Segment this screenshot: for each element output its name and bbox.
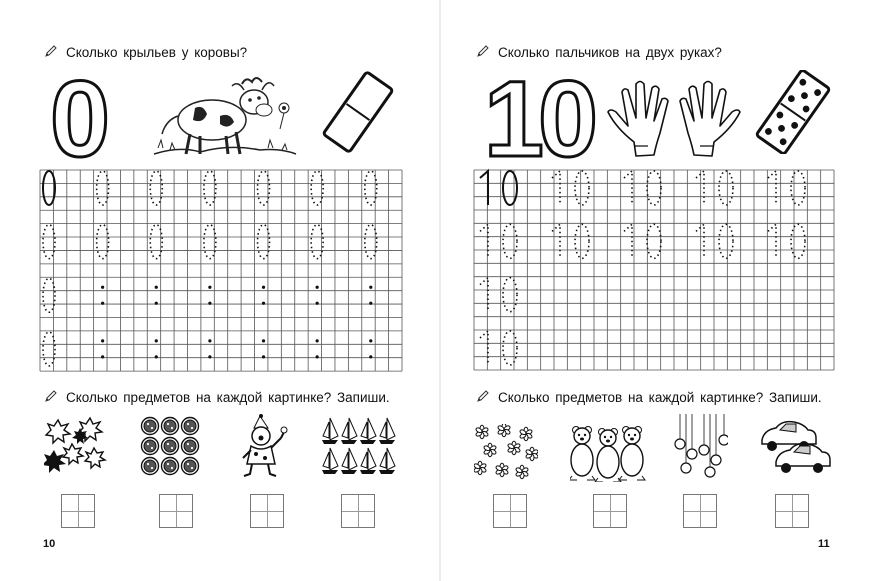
tracing-zero [503, 278, 517, 312]
right-tracing-grid [474, 170, 834, 374]
boat-item [341, 448, 357, 474]
tracing-one [480, 278, 488, 312]
button-item [142, 418, 159, 435]
tracing-zero [575, 224, 589, 258]
right-task-fingers-question: Сколько пальчиков на двух руках? [498, 45, 722, 60]
button-item [182, 418, 199, 435]
right-big-digit-text: 10 [483, 72, 593, 164]
ornament-item [699, 414, 709, 455]
tracing-one [480, 224, 488, 258]
answer-box-boats[interactable] [341, 494, 375, 528]
tracing-zero [503, 224, 517, 258]
book-crease [439, 0, 441, 581]
boat-item [322, 418, 338, 444]
stars-picture [44, 414, 108, 476]
tracing-one [480, 171, 488, 205]
button-item [182, 458, 199, 475]
ornament-item [687, 414, 697, 459]
left-big-digit-text: 0 [49, 72, 111, 164]
domino-five-five-icon [752, 70, 834, 154]
tracing-zero [575, 171, 589, 205]
tracing-one [552, 171, 560, 205]
right-big-digit [470, 72, 610, 164]
tracing-one [624, 224, 632, 258]
boat-item [360, 418, 376, 444]
left-task-wings-question: Сколько крыльев у коровы? [66, 45, 248, 60]
tracing-one [768, 224, 776, 258]
bears-picture [570, 424, 648, 482]
boat-item [360, 448, 376, 474]
snowflake-item [525, 447, 538, 460]
left-tracing-grid [40, 170, 402, 374]
button-item [142, 458, 159, 475]
tracing-zero [647, 224, 661, 258]
boat-item [341, 418, 357, 444]
pencil-icon [476, 44, 490, 58]
boat-item [379, 448, 395, 474]
pencil-icon [476, 389, 490, 403]
boats-picture [320, 416, 398, 476]
snowflake-item [495, 463, 509, 476]
button-item [162, 418, 179, 435]
clown-picture [238, 414, 294, 478]
cow-illustration [150, 68, 300, 160]
snowflake-item [483, 443, 497, 456]
boat-item [379, 418, 395, 444]
domino-zero-icon [318, 70, 398, 154]
tracing-one [768, 171, 776, 205]
snowflake-item [475, 425, 489, 438]
ornament-item [675, 414, 685, 449]
right-page-number: 11 [818, 538, 830, 550]
bear-item [570, 427, 595, 481]
snowflake-item [474, 461, 487, 474]
left-task-count-items: Сколько предметов на каждой картинке? Запиши. [66, 390, 390, 405]
tracing-zero [791, 171, 805, 205]
buttons-picture [140, 416, 200, 476]
tracing-one [624, 171, 632, 205]
snowflake-item [519, 427, 533, 440]
tracing-zero [647, 171, 661, 205]
answer-box-clown[interactable] [250, 494, 284, 528]
left-page-number: 10 [43, 538, 56, 550]
answer-box-stars[interactable] [61, 494, 95, 528]
button-item [162, 438, 179, 455]
answer-box-bears[interactable] [593, 494, 627, 528]
tracing-one [696, 224, 704, 258]
snowflake-item [515, 465, 529, 478]
left-big-digit [40, 72, 120, 164]
bear-item [619, 427, 645, 481]
tracing-zero [719, 224, 733, 258]
grid-lines [474, 170, 834, 370]
tracing-one [696, 171, 704, 205]
snowflakes-picture [474, 424, 538, 480]
answer-box-cars[interactable] [775, 494, 809, 528]
tracing-zero [503, 331, 517, 365]
tracing-zero [791, 224, 805, 258]
button-item [162, 458, 179, 475]
button-item [142, 438, 159, 455]
bear-item [595, 429, 621, 483]
tracing-one [480, 331, 488, 365]
answer-box-ornaments[interactable] [683, 494, 717, 528]
pencil-icon [44, 389, 58, 403]
snowflake-item [507, 441, 521, 454]
boat-item [322, 448, 338, 474]
button-item [182, 438, 199, 455]
right-task-count-items: Сколько предметов на каждой картинке? Запиши. [498, 390, 822, 405]
answer-box-snowflakes[interactable] [493, 494, 527, 528]
ornaments-picture [674, 414, 728, 478]
tracing-one [552, 224, 560, 258]
pencil-icon [44, 44, 58, 58]
two-hands-illustration [606, 72, 746, 160]
ornament-item [719, 414, 728, 445]
snowflake-item [497, 424, 511, 437]
grid-lines [40, 170, 402, 371]
tracing-zero [503, 171, 517, 205]
tracing-zero [719, 171, 733, 205]
answer-box-buttons[interactable] [159, 494, 193, 528]
cars-picture [758, 418, 832, 480]
